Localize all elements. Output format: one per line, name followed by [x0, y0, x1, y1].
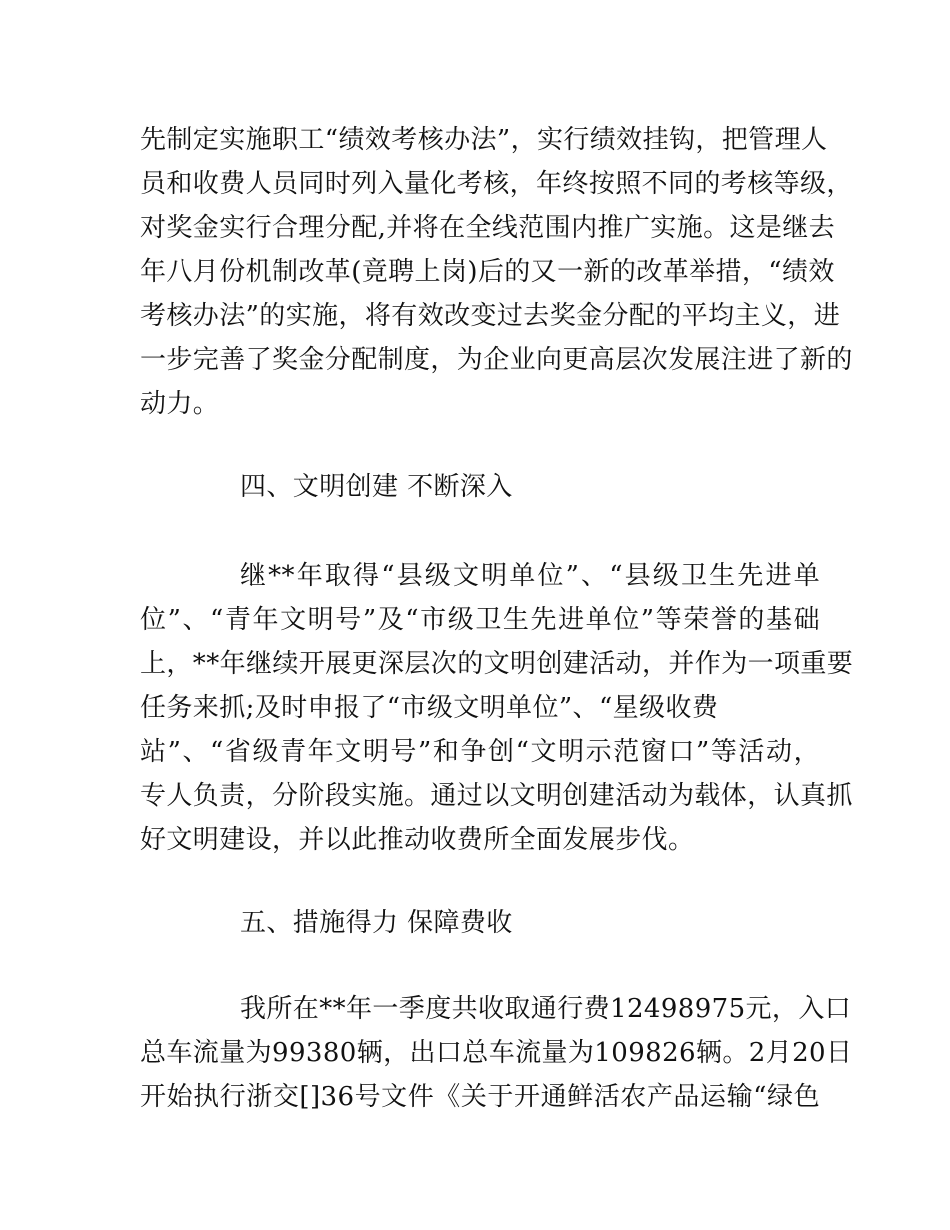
paragraph-line: 好文明建设，并以此推动收费所全面发展步伐。 — [140, 825, 695, 855]
paragraph-line: 专人负责，分阶段实施。通过以文明创建活动为载体，认真抓 — [140, 781, 853, 811]
paragraph-line: 一步完善了奖金分配制度，为企业向更高层次发展注进了新的 — [140, 345, 853, 375]
paragraph-line: 总车流量为99380辆，出口总车流量为109826辆。2月20日 — [140, 1038, 853, 1068]
paragraph-line: 我所在**年一季度共收取通行费12498975元，入口 — [240, 994, 852, 1024]
paragraph-line: 站”、“省级青年文明号”和争创“文明示范窗口”等活动， — [140, 737, 820, 767]
paragraph-line: 动力。 — [140, 389, 220, 419]
paragraph-line: 对奖金实行合理分配,并将在全线范围内推广实施。这是继去 — [140, 213, 836, 243]
paragraph-line: 员和收费人员同时列入量化考核，年终按照不同的考核等级， — [140, 169, 853, 199]
paragraph-line: 任务来抓;及时申报了“市级文明单位”、“星级收费 — [140, 693, 719, 723]
section-heading-5: 五、措施得力 保障费收 — [240, 908, 513, 938]
paragraph-line: 考核办法”的实施，将有效改变过去奖金分配的平均主义，进 — [140, 301, 841, 331]
paragraph-line: 继**年取得“县级文明单位”、“县级卫生先进单 — [240, 561, 820, 591]
paragraph-line: 年八月份机制改革(竟聘上岗)后的又一新的改革举措，“绩效 — [140, 257, 835, 287]
section-heading-4: 四、文明创建 不断深入 — [240, 472, 513, 502]
paragraph-line: 上，**年继续开展更深层次的文明创建活动，并作为一项重要 — [140, 649, 854, 679]
paragraph-line: 位”、“青年文明号”及“市级卫生先进单位”等荣誉的基础 — [140, 605, 820, 635]
paragraph-line: 开始执行浙交[]36号文件《关于开通鲜活农产品运输“绿色 — [140, 1082, 820, 1112]
paragraph-line: 先制定实施职工“绩效考核办法”，实行绩效挂钩，把管理人 — [140, 125, 828, 155]
